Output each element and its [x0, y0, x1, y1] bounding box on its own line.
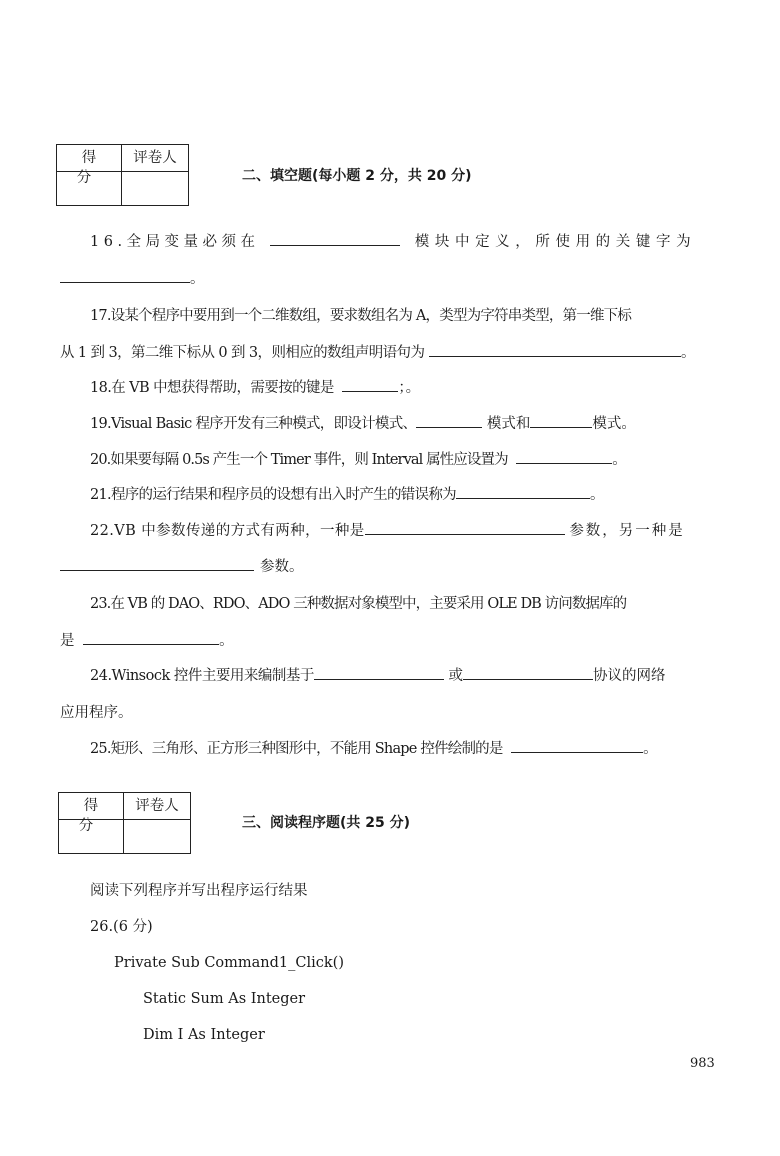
question-18 — [90, 377, 420, 399]
question-text: 模式。 — [592, 416, 636, 432]
answer-blank[interactable] — [530, 413, 592, 428]
question-text: 从 1 到 3，第二维下标从 0 到 3，则相应的数组声明语句为 — [60, 345, 425, 361]
answer-blank[interactable] — [365, 520, 565, 535]
answer-blank[interactable] — [342, 377, 398, 392]
score-label: 得 分 — [78, 798, 109, 834]
question-21 — [90, 484, 604, 506]
question-text: 是 — [60, 633, 75, 649]
answer-blank[interactable] — [429, 342, 681, 357]
question-25 — [90, 738, 658, 760]
section-title: 二、填空题(每小题 2 分，共 20 分) — [242, 168, 472, 184]
answer-blank[interactable] — [416, 413, 482, 428]
question-17 — [90, 305, 631, 327]
question-text: 。 — [680, 345, 696, 361]
question-text: 。 — [219, 633, 234, 649]
question-text: 18.在 VB 中想获得帮助，需要按的键是 — [90, 380, 334, 396]
answer-blank[interactable] — [60, 556, 254, 571]
score-box — [56, 144, 189, 206]
question-text: 参数，另一种是 — [569, 523, 685, 539]
question-text: 16.全局变量必须在 — [90, 234, 260, 250]
question-20 — [90, 449, 627, 471]
question-text: 19.Visual Basic 程序开发有三种模式，即设计模式、 — [90, 416, 417, 432]
question-16 — [90, 231, 696, 253]
question-17-cont — [60, 342, 695, 364]
reading-instruction: 阅读下列程序并写出程序运行结果 — [90, 883, 308, 899]
answer-blank[interactable] — [511, 738, 643, 753]
question-text: 25.矩形、三角形、正方形三种图形中，不能用 Shape 控件绘制的是 — [90, 741, 503, 757]
score-label: 得 分 — [76, 150, 107, 186]
question-text: 。 — [190, 271, 205, 287]
answer-blank[interactable] — [314, 665, 444, 680]
code-line: Dim I As Integer — [143, 1027, 265, 1043]
question-22-cont — [60, 556, 304, 578]
question-text: 20.如果要每隔 0.5s 产生一个 Timer 事件，则 Interval 属性应设置为 — [90, 452, 508, 468]
answer-blank[interactable] — [83, 630, 219, 645]
question-26-label: 26.(6 分) — [90, 919, 153, 935]
question-23 — [90, 593, 626, 615]
question-text: 24.Winsock 控件主要用来编制基于 — [90, 668, 314, 684]
answer-blank[interactable] — [463, 665, 593, 680]
question-text: 协议的网络 — [592, 668, 666, 684]
question-23-cont — [60, 630, 234, 652]
question-19 — [90, 413, 636, 435]
answer-blank[interactable] — [270, 231, 400, 246]
question-22 — [90, 520, 685, 542]
page-number: 983 — [690, 1056, 715, 1071]
grader-label: 评卷人 — [133, 150, 177, 166]
question-text: 参数。 — [260, 559, 304, 575]
code-line: Static Sum As Integer — [143, 991, 306, 1007]
question-text: 模块中定义，所使用的关键字为 — [414, 234, 697, 250]
score-box — [58, 792, 191, 854]
question-text: 模式和 — [486, 416, 531, 432]
question-text: 23.在 VB 的 DAO、RDO、ADO 三种数据对象模型中，主要采用 OLE DB 访问数据库的 — [90, 596, 627, 612]
question-text: 应用程序。 — [60, 705, 133, 721]
section-title: 三、阅读程序题(共 25 分) — [242, 815, 411, 831]
answer-blank[interactable] — [516, 449, 612, 464]
question-24 — [90, 665, 665, 687]
question-24-cont — [60, 702, 133, 724]
question-text: 21.程序的运行结果和程序员的设想有出入时产生的错误称为 — [90, 487, 456, 503]
answer-blank[interactable] — [456, 484, 590, 499]
code-line: Private Sub Command1_Click() — [114, 955, 344, 971]
grader-label: 评卷人 — [135, 798, 179, 814]
question-text: 。 — [589, 487, 605, 503]
question-text: 或 — [448, 668, 463, 684]
question-text: ；。 — [398, 380, 421, 396]
question-text: 。 — [643, 741, 658, 757]
question-text: 17.设某个程序中要用到一个二维数组，要求数组名为 A，类型为字符串类型，第一维下标 — [90, 308, 632, 324]
answer-blank[interactable] — [60, 268, 190, 283]
question-text: 22.VB 中参数传递的方式有两种，一种是 — [90, 523, 365, 539]
question-16-cont — [60, 268, 205, 290]
question-text: 。 — [612, 452, 627, 468]
